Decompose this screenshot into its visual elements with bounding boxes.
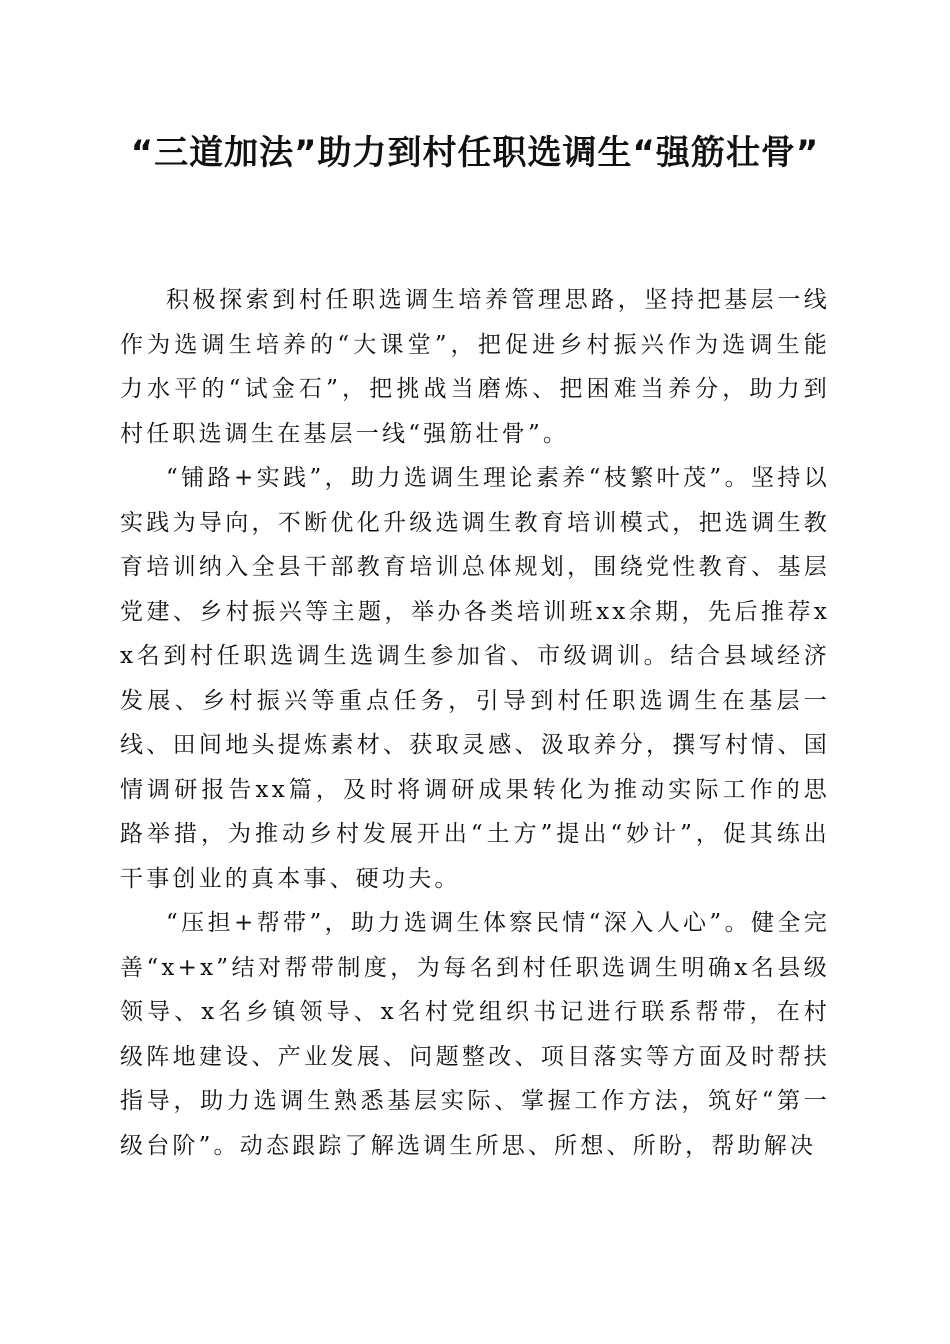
document-title: “三道加法”助力到村任职选调生“强筋壮骨” xyxy=(130,133,820,173)
paragraph-training: “铺路+实践”，助力选调生理论素养“枝繁叶茂”。坚持以实践为导向，不断优化升级选调生教育培训模式，把选调生教育培训纳入全县干部教育培训总体规划，围绕党性教育、基层党建、乡村振兴等主题，举办各类培训班xx余期，先后推荐xx名到村任职选调生选调生参加省、市级调训。结合县域经济发展、乡村振兴等重点任务，引导到村任职选调生在基层一线、田间地头提炼素材、获取灵感、汲取养分，撰写村情、国情调研报告xx篇，及时将调研成果转化为推动实际工作的思路举措，为推动乡村发展开出“土方”提出“妙计”，促其练出干事创业的真本事、硬功夫。 xyxy=(120,465,830,892)
document-body xyxy=(120,278,830,1168)
paragraph-intro: 积极探索到村任职选调生培养管理思路，坚持把基层一线作为选调生培养的“大课堂”，把促进乡村振兴作为选调生能力水平的“试金石”，把挑战当磨炼、把困难当养分，助力到村任职选调生在基层一线“强筋壮骨”。 xyxy=(120,287,830,447)
paragraph-mentoring: “压担+帮带”，助力选调生体察民情“深入人心”。健全完善“x+x”结对帮带制度，为每名到村任职选调生明确x名县级领导、x名乡镇领导、x名村党组织书记进行联系帮带，在村级阵地建设、产业发展、问题整改、项目落实等方面及时帮扶指导，助力选调生熟悉基层实际、掌握工作方法，筑好“第一级台阶”。动态跟踪了解选调生所思、所想、所盼，帮助解决 xyxy=(120,910,830,1159)
